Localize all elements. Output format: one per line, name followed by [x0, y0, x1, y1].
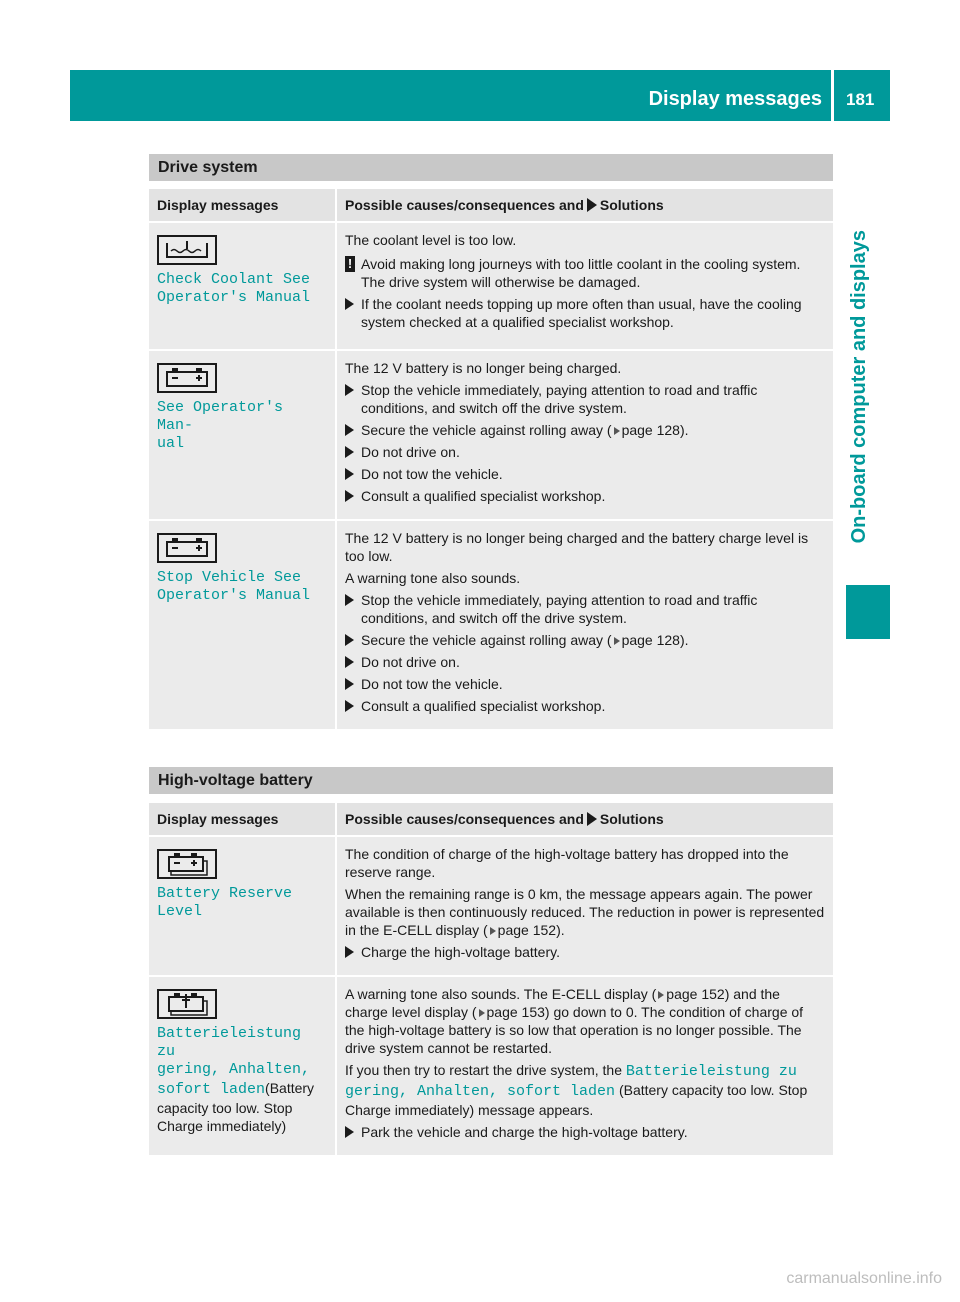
page-ref-icon [479, 1009, 485, 1017]
battery-icon [157, 533, 217, 563]
arrow-icon [587, 812, 597, 826]
battery-icon [157, 363, 217, 393]
display-message-line: ual [157, 435, 185, 452]
arrow-icon [345, 468, 354, 480]
arrow-icon [345, 946, 354, 958]
display-message-line: Battery Reserve [157, 885, 293, 902]
side-tab-label: On-board computer and displays [848, 230, 870, 544]
solution-step: Do not drive on. [345, 443, 825, 461]
display-message-cell [149, 222, 336, 350]
cause-text: The coolant level is too low. [345, 232, 517, 248]
hv-battery-plug-icon [157, 989, 217, 1019]
cause-text: When the remaining range is 0 km, the message appears again. The power available is then continuously reduced. The reduction in power is represented in the E-CELL display ( page 152). [345, 886, 825, 938]
solution-step: Secure the vehicle against rolling away ( page 128). [345, 421, 825, 439]
page-link[interactable]: page 152). [497, 922, 565, 938]
solution-step: Charge the high-voltage battery. [345, 943, 825, 961]
solution-step: Consult a qualified specialist workshop. [345, 697, 825, 715]
arrow-icon [345, 1126, 354, 1138]
section-title-drive-system: Drive system [149, 154, 833, 181]
cause-cell [336, 222, 833, 350]
page-ref-icon [658, 991, 664, 999]
display-message-line: Level [157, 903, 203, 920]
cause-cell [336, 350, 833, 520]
table-row [149, 350, 833, 520]
section-title-high-voltage-battery: High-voltage battery [149, 767, 833, 794]
hv-battery-icon [157, 849, 217, 879]
cause-text: The condition of charge of the high-voltage battery has dropped into the reserve range. [345, 846, 789, 880]
page-ref-icon [490, 927, 496, 935]
display-message-line: gering, Anhalten, [157, 1061, 311, 1078]
col-causes-solutions: Possible causes/consequences and Solutions [336, 803, 833, 836]
page-link[interactable]: page 128). [621, 632, 689, 648]
page-ref-icon [614, 637, 620, 645]
solution-step: Do not drive on. [345, 653, 825, 671]
drive-system-table [149, 189, 833, 731]
display-message-line: sofort laden(Battery capacity too low. Stop Charge immediately) [157, 1080, 315, 1134]
solution-step: Do not tow the vehicle. [345, 675, 825, 693]
page-ref-icon [614, 427, 620, 435]
page-link[interactable]: page 128). [621, 422, 689, 438]
cause-cell [336, 520, 833, 730]
arrow-icon [345, 678, 354, 690]
cause-text: A warning tone also sounds. The E-CELL display ( page 152) and the charge level display ( page 153) go down to 0. The condition of charge of the high-voltage battery is so low that operation is no longer possible. The drive system cannot be restarted. [345, 986, 804, 1056]
cause-text: A warning tone also sounds. [345, 570, 521, 586]
warning-icon: ! [345, 256, 355, 272]
solution-step: Park the vehicle and charge the high-voltage battery. [345, 1123, 825, 1141]
display-message-line: Batterieleistung zu [157, 1025, 302, 1060]
page-number: 181 [846, 90, 875, 109]
display-message-line: Operator's Manual [157, 587, 311, 604]
col-display-messages: Display messages [149, 189, 336, 222]
solution-step: If the coolant needs topping up more often than usual, have the cooling system checked at a qualified specialist workshop. [345, 295, 825, 331]
col-display-messages: Display messages [149, 803, 336, 836]
cause-text: The 12 V battery is no longer being charged and the battery charge level is too low. [345, 530, 809, 564]
header-title: Display messages [648, 88, 822, 110]
solution-step: Secure the vehicle against rolling away ( page 128). [345, 631, 825, 649]
table-header-row [149, 189, 833, 222]
display-message-line: Operator's Manual [157, 289, 311, 306]
table-header-row [149, 803, 833, 836]
side-tab-marker [846, 585, 890, 639]
solution-step: Stop the vehicle immediately, paying attention to road and traffic conditions, and switch off the drive system. [345, 591, 825, 627]
arrow-icon [345, 424, 354, 436]
display-message-line: See Operator's Man- [157, 399, 284, 434]
arrow-icon [345, 700, 354, 712]
cause-text: If you then try to restart the drive system, the Batterieleistung zu gering, Anhalten, sofort laden (Battery capacity too low. Stop Charge immediately) message appears. [345, 1062, 808, 1118]
arrow-icon [345, 656, 354, 668]
table-row [149, 222, 833, 350]
display-message-cell [149, 520, 336, 730]
watermark: carmanualsonline.info [786, 1270, 942, 1287]
col-causes-solutions: Possible causes/consequences and Solutions [336, 189, 833, 222]
table-row [149, 520, 833, 730]
display-message-cell [149, 976, 336, 1156]
solution-step: Consult a qualified specialist workshop. [345, 487, 825, 505]
arrow-icon [345, 384, 354, 396]
arrow-icon [345, 594, 354, 606]
cause-cell [336, 976, 833, 1156]
display-message-line: Stop Vehicle See [157, 569, 302, 586]
arrow-icon [587, 198, 597, 212]
solution-step: Stop the vehicle immediately, paying attention to road and traffic conditions, and switch off the drive system. [345, 381, 825, 417]
display-message-cell [149, 836, 336, 976]
cause-text: The 12 V battery is no longer being charged. [345, 360, 622, 376]
arrow-icon [345, 490, 354, 502]
arrow-icon [345, 446, 354, 458]
display-message-cell [149, 350, 336, 520]
table-row [149, 836, 833, 976]
cause-cell [336, 836, 833, 976]
arrow-icon [345, 298, 354, 310]
table-row [149, 976, 833, 1156]
coolant-icon [157, 235, 217, 265]
display-message-line: Check Coolant See [157, 271, 311, 288]
arrow-icon [345, 634, 354, 646]
warning-note: ! Avoid making long journeys with too little coolant in the cooling system. The drive system will otherwise be damaged. [345, 255, 825, 291]
header-separator [831, 70, 834, 121]
high-voltage-battery-table [149, 803, 833, 1157]
solution-step: Do not tow the vehicle. [345, 465, 825, 483]
